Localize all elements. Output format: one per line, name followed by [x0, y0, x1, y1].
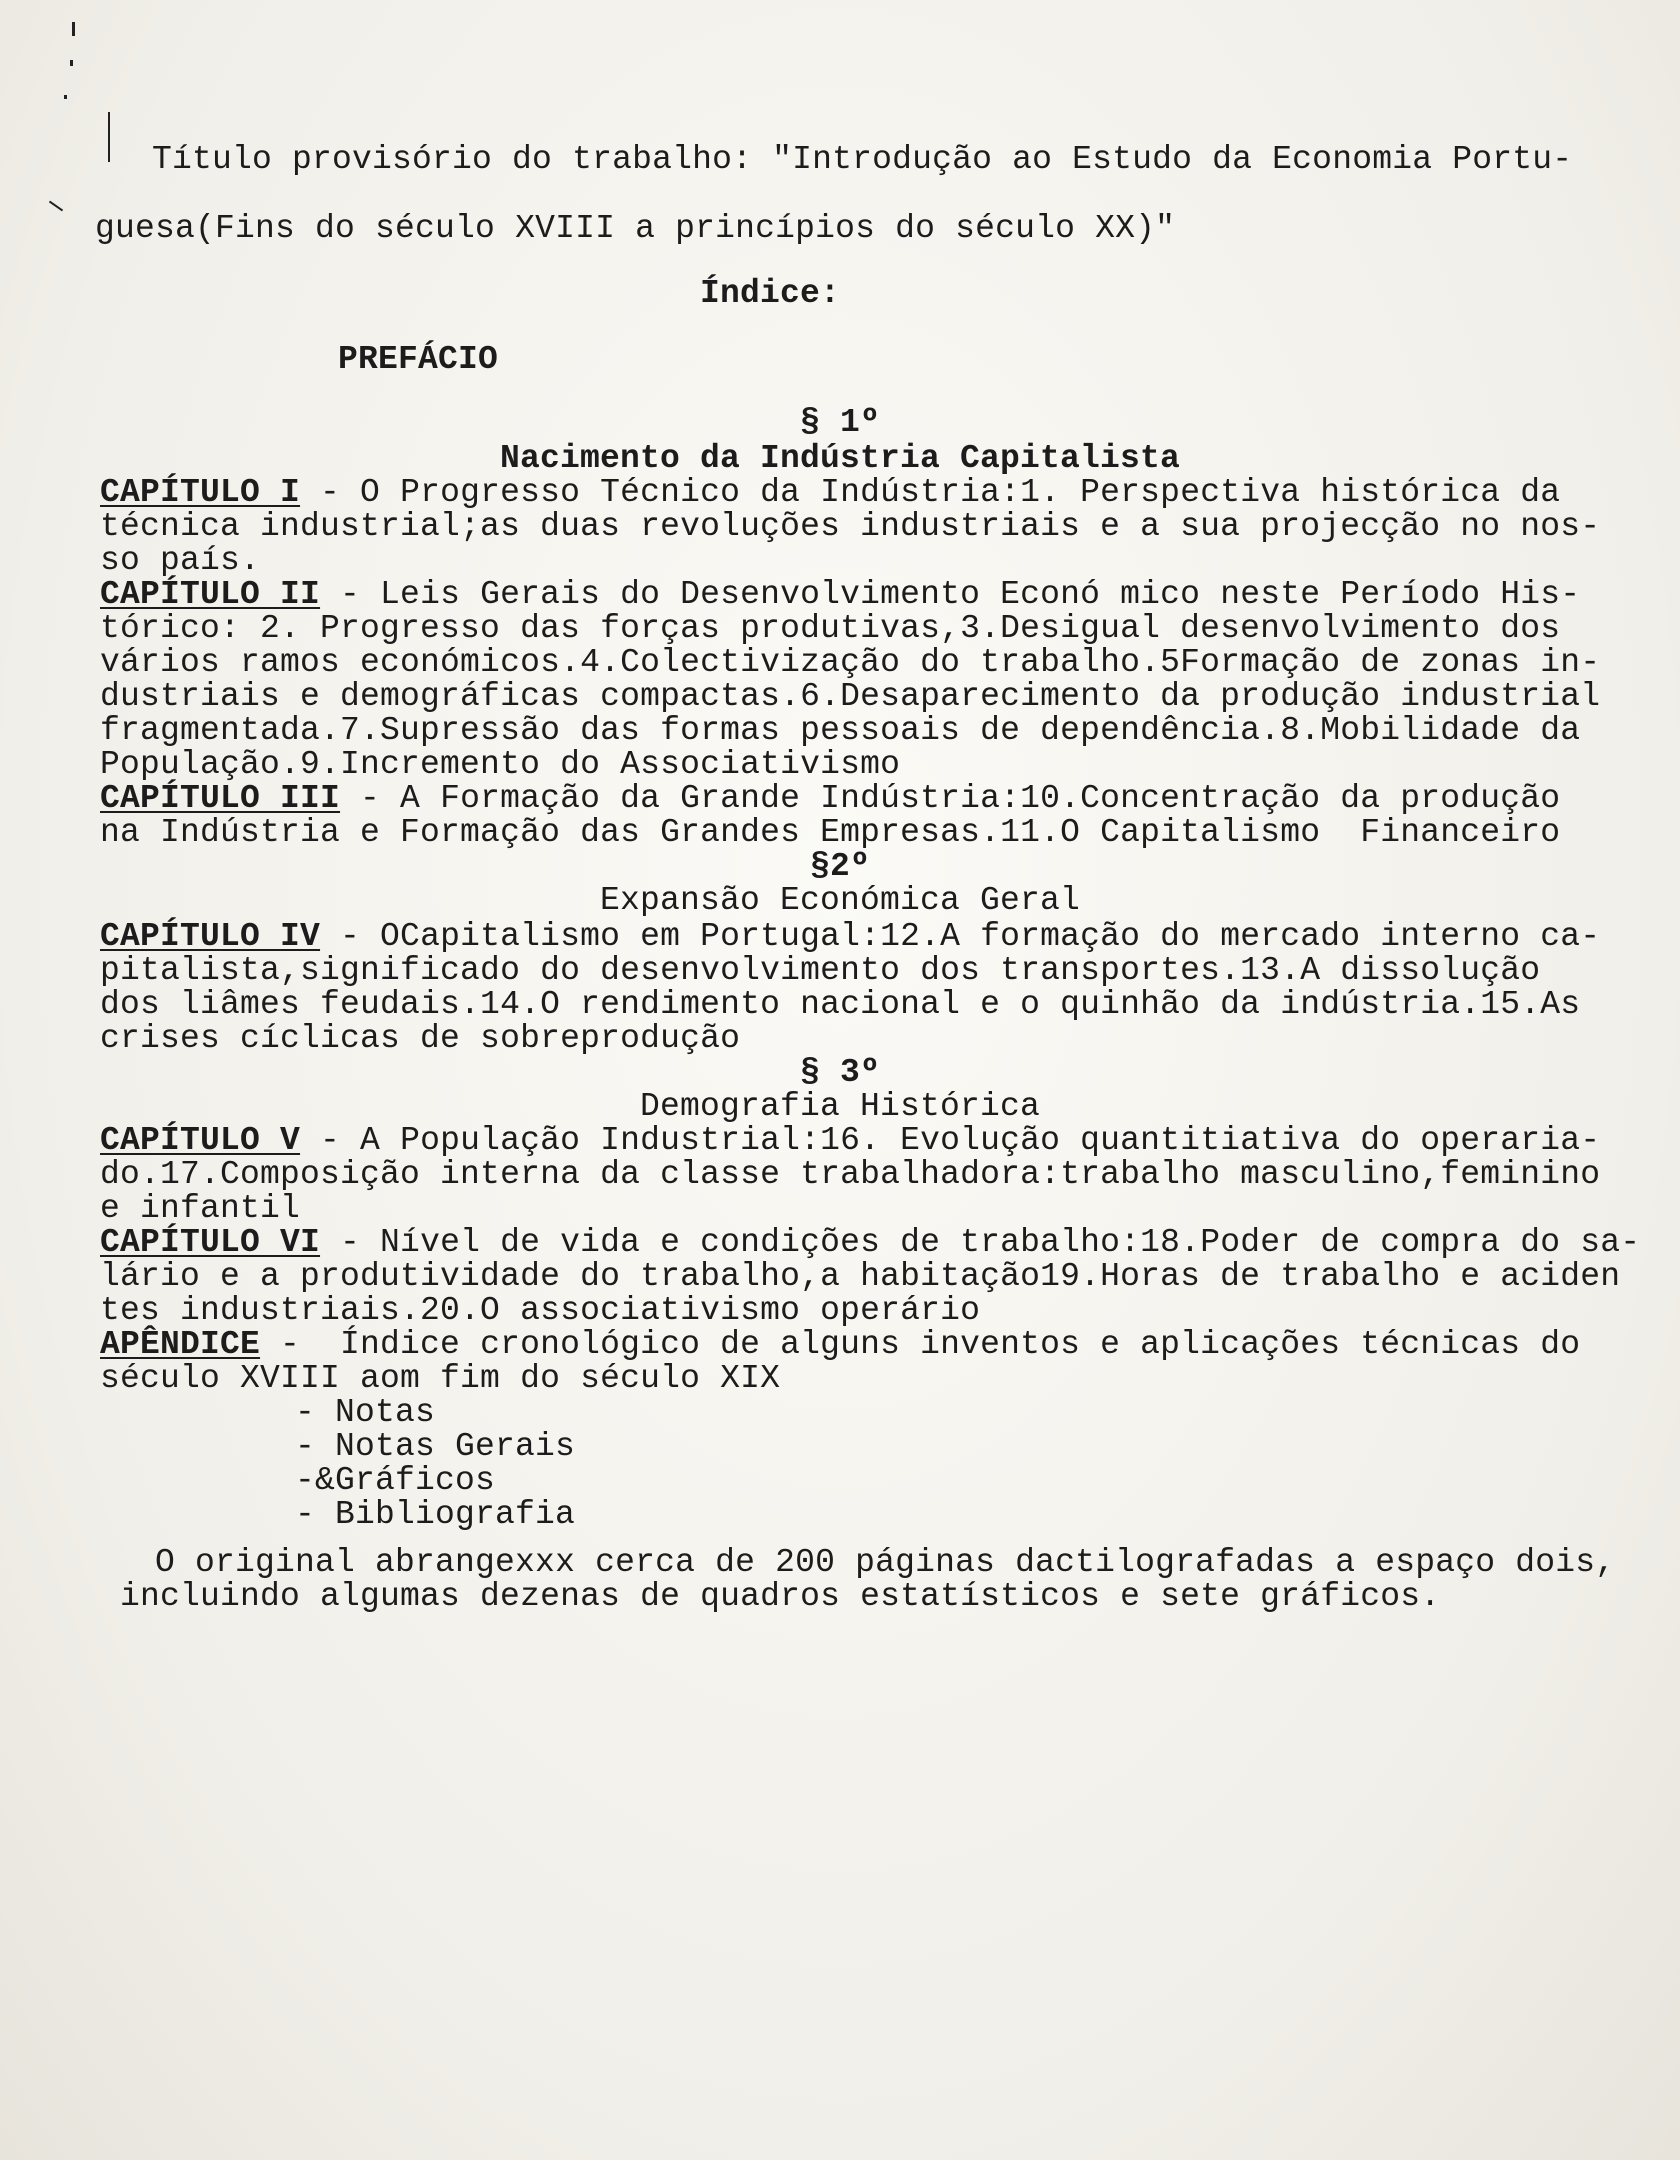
end-item-bibliografia: - Bibliografia: [295, 1496, 576, 1533]
section-3-title: Demografia Histórica: [639, 1088, 1041, 1125]
chapter-3-line-2: na Indústria e Formação das Grandes Empresas.11.O Capitalismo Financeiro: [100, 814, 1561, 851]
margin-mark: [72, 22, 75, 36]
chapter-4-line-3: dos liâmes feudais.14.O rendimento nacional e o quinhão da indústria.15.As: [100, 986, 1581, 1023]
closing-line-2: incluindo algumas dezenas de quadros estatísticos e sete gráficos.: [120, 1578, 1441, 1615]
chapter-1-line-3: so país.: [100, 542, 261, 579]
chapter-2-line-5: fragmentada.7.Supressão das formas pessoais de dependência.8.Mobilidade da: [100, 712, 1581, 749]
margin-mark: [49, 201, 63, 212]
section-2-marker: §2º: [809, 848, 870, 885]
appendix-text: - Índice cronológico de alguns inventos e aplicações técnicas do: [260, 1326, 1581, 1363]
chapter-6-text: - Nível de vida e condições de trabalho:18.Poder de compra do sa-: [320, 1224, 1641, 1261]
appendix-line-2: século XVIII aom fim do século XIX: [100, 1360, 781, 1397]
chapter-2-label: CAPÍTULO II: [100, 576, 321, 613]
chapter-6-line-3: tes industriais.20.O associativismo operário: [100, 1292, 981, 1329]
section-1-title: Nacimento da Indústria Capitalista: [499, 440, 1181, 477]
chapter-1-text: - O Progresso Técnico da Indústria:1. Perspectiva histórica da: [300, 474, 1561, 511]
chapter-2-line-2: tórico: 2. Progresso das forças produtivas,3.Desigual desenvolvimento dos: [100, 610, 1561, 647]
chapter-5-line-3: e infantil: [100, 1190, 301, 1227]
chapter-4-line-4: crises cíclicas de sobreprodução: [100, 1020, 741, 1057]
chapter-5-line-1: [100, 1123, 1600, 1159]
margin-mark: [64, 95, 67, 99]
chapter-2-text: - Leis Gerais do Desenvolvimento Econó mico neste Período His-: [320, 576, 1581, 613]
chapter-6-line-2: lário e a produtividade do trabalho,a habitação19.Horas de trabalho e aciden: [100, 1258, 1621, 1295]
chapter-2-line-1: [100, 577, 1580, 613]
chapter-2-line-4: dustriais e demográficas compactas.6.Desaparecimento da produção industrial: [100, 678, 1601, 715]
end-item-graficos: -&Gráficos: [295, 1462, 496, 1499]
chapter-3-text: - A Formação da Grande Indústria:10.Concentração da produção: [340, 780, 1561, 817]
chapter-4-line-1: [100, 919, 1600, 955]
section-2-title: Expansão Económica Geral: [599, 882, 1081, 919]
chapter-4-label: CAPÍTULO IV: [100, 918, 321, 955]
chapter-3-label: CAPÍTULO III: [100, 780, 341, 817]
closing-line-1: O original abrangexxx cerca de 200 páginas dactilografadas a espaço dois,: [155, 1544, 1616, 1581]
chapter-2-line-3: vários ramos económicos.4.Colectivização do trabalho.5Formação de zonas in-: [100, 644, 1601, 681]
chapter-6-line-1: [100, 1225, 1640, 1261]
margin-mark: [70, 60, 73, 66]
chapter-4-line-2: pitalista,significado do desenvolvimento dos transportes.13.A dissolução: [100, 952, 1541, 989]
chapter-5-line-2: do.17.Composição interna da classe trabalhadora:trabalho masculino,feminino: [100, 1156, 1601, 1193]
chapter-5-text: - A População Industrial:16. Evolução quantitiativa do operaria-: [300, 1122, 1601, 1159]
margin-mark: [108, 112, 110, 162]
chapter-3-line-1: [100, 781, 1560, 817]
end-item-notas-gerais: - Notas Gerais: [295, 1428, 576, 1465]
chapter-6-label: CAPÍTULO VI: [100, 1224, 321, 1261]
title-line-2: guesa(Fins do século XVIII a princípios do século XX)": [95, 210, 1176, 247]
chapter-1-label: CAPÍTULO I: [100, 474, 301, 511]
title-line-1: Título provisório do trabalho: "Introdução ao Estudo da Economia Portu-: [152, 141, 1573, 178]
preface-heading: PREFÁCIO: [338, 341, 499, 378]
chapter-4-text: - OCapitalismo em Portugal:12.A formação do mercado interno ca-: [320, 918, 1601, 955]
index-heading: Índice:: [700, 275, 841, 312]
section-3-marker: § 3º: [799, 1054, 880, 1091]
section-1-marker: § 1º: [799, 404, 880, 441]
chapter-2-line-6: População.9.Incremento do Associativismo: [100, 746, 901, 783]
appendix-line-1: [100, 1327, 1580, 1363]
appendix-label: APÊNDICE: [100, 1326, 261, 1363]
end-item-notas: - Notas: [295, 1394, 436, 1431]
chapter-1-line-2: técnica industrial;as duas revoluções industriais e a sua projecção no nos-: [100, 508, 1601, 545]
chapter-1-line-1: [100, 475, 1560, 511]
chapter-5-label: CAPÍTULO V: [100, 1122, 301, 1159]
